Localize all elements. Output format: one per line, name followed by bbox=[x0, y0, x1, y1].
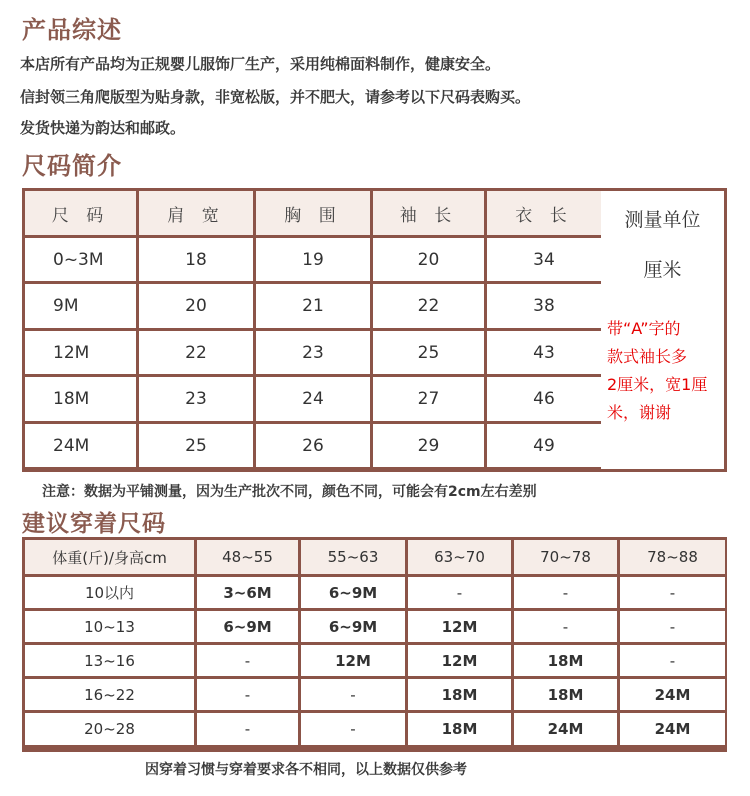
weight-label-cell: 16~22 bbox=[25, 679, 194, 710]
unit-title: 测量单位 bbox=[624, 209, 701, 231]
size-value-cell: 22 bbox=[139, 331, 253, 374]
size-intro-title: 尺码简介 bbox=[22, 152, 122, 180]
recommend-size-cell: 18M bbox=[408, 679, 511, 710]
unit-value: 厘米 bbox=[643, 259, 682, 281]
overview-title: 产品综述 bbox=[22, 16, 122, 44]
size-label-cell: 18M bbox=[25, 377, 136, 421]
recommend-size-cell: 6~9M bbox=[301, 577, 405, 608]
sleeve-note-line: 2厘米，宽1厘 bbox=[607, 375, 708, 394]
recommend-size-cell: 3~6M bbox=[197, 577, 298, 608]
sleeve-note-line: 米，谢谢 bbox=[607, 403, 672, 422]
sleeve-note-line: 带“A”字的 bbox=[607, 319, 681, 338]
size-header-cell: 袖 长 bbox=[373, 191, 484, 235]
recommend-table-grid bbox=[25, 540, 725, 745]
recommend-size-cell: 6~9M bbox=[197, 611, 298, 642]
weight-label-cell: 20~28 bbox=[25, 713, 194, 745]
sleeve-note bbox=[607, 315, 717, 427]
recommend-header-cell: 体重(斤)/身高cm bbox=[25, 540, 194, 574]
recommend-header-cell: 70~78 bbox=[514, 540, 617, 574]
size-header-cell: 尺 码 bbox=[25, 191, 136, 235]
recommend-size-cell: - bbox=[620, 645, 725, 676]
recommend-size-cell: 24M bbox=[514, 713, 617, 745]
size-label-cell: 9M bbox=[25, 284, 136, 328]
size-header-cell: 胸 围 bbox=[256, 191, 370, 235]
size-value-cell: 43 bbox=[487, 331, 601, 374]
size-header-cell: 肩 宽 bbox=[139, 191, 253, 235]
weight-label-cell: 13~16 bbox=[25, 645, 194, 676]
recommend-size-cell: - bbox=[620, 577, 725, 608]
size-label-cell: 0~3M bbox=[25, 238, 136, 281]
size-table-grid bbox=[25, 191, 601, 467]
overview-line-1: 本店所有产品均为正规婴儿服饰厂生产，采用纯棉面料制作，健康安全。 bbox=[20, 55, 501, 73]
size-label-cell: 24M bbox=[25, 424, 136, 467]
size-value-cell: 34 bbox=[487, 238, 601, 281]
recommend-header-cell: 48~55 bbox=[197, 540, 298, 574]
recommend-title: 建议穿着尺码 bbox=[22, 511, 166, 537]
size-value-cell: 21 bbox=[256, 284, 370, 328]
recommend-size-cell: 12M bbox=[301, 645, 405, 676]
size-value-cell: 29 bbox=[373, 424, 484, 467]
weight-label-cell: 10~13 bbox=[25, 611, 194, 642]
recommend-size-cell: - bbox=[197, 713, 298, 745]
recommend-size-cell: 18M bbox=[514, 645, 617, 676]
size-label-cell: 12M bbox=[25, 331, 136, 374]
recommend-table bbox=[22, 537, 727, 752]
size-value-cell: 18 bbox=[139, 238, 253, 281]
size-value-cell: 20 bbox=[139, 284, 253, 328]
recommend-size-cell: 18M bbox=[514, 679, 617, 710]
recommend-size-cell: - bbox=[301, 713, 405, 745]
size-value-cell: 46 bbox=[487, 377, 601, 421]
recommend-size-cell: 18M bbox=[408, 713, 511, 745]
recommend-size-cell: - bbox=[301, 679, 405, 710]
recommend-size-cell: 12M bbox=[408, 645, 511, 676]
recommend-header-cell: 55~63 bbox=[301, 540, 405, 574]
recommend-size-cell: 12M bbox=[408, 611, 511, 642]
recommend-header-cell: 78~88 bbox=[620, 540, 725, 574]
overview-line-3: 发货快递为韵达和邮政。 bbox=[20, 119, 186, 137]
overview-line-2: 信封领三角爬版型为贴身款，非宽松版，并不肥大，请参考以下尺码表购买。 bbox=[20, 88, 531, 106]
recommend-header-cell: 63~70 bbox=[408, 540, 511, 574]
weight-label-cell: 10以内 bbox=[25, 577, 194, 608]
size-header-cell: 衣 长 bbox=[487, 191, 601, 235]
size-value-cell: 20 bbox=[373, 238, 484, 281]
size-value-cell: 25 bbox=[139, 424, 253, 467]
recommend-size-cell: - bbox=[408, 577, 511, 608]
recommend-size-cell: 6~9M bbox=[301, 611, 405, 642]
recommend-note: 因穿着习惯与穿着要求各不相同，以上数据仅供参考 bbox=[145, 762, 467, 778]
size-value-cell: 19 bbox=[256, 238, 370, 281]
size-value-cell: 26 bbox=[256, 424, 370, 467]
size-value-cell: 49 bbox=[487, 424, 601, 467]
unit-panel bbox=[601, 191, 724, 469]
recommend-size-cell: 24M bbox=[620, 679, 725, 710]
recommend-size-cell: - bbox=[620, 611, 725, 642]
size-value-cell: 38 bbox=[487, 284, 601, 328]
sleeve-note-line: 款式袖长多 bbox=[607, 347, 688, 366]
size-value-cell: 27 bbox=[373, 377, 484, 421]
size-value-cell: 25 bbox=[373, 331, 484, 374]
recommend-size-cell: - bbox=[514, 577, 617, 608]
size-value-cell: 23 bbox=[139, 377, 253, 421]
recommend-size-cell: - bbox=[197, 679, 298, 710]
recommend-size-cell: 24M bbox=[620, 713, 725, 745]
size-table bbox=[22, 188, 727, 472]
size-value-cell: 22 bbox=[373, 284, 484, 328]
size-value-cell: 24 bbox=[256, 377, 370, 421]
size-value-cell: 23 bbox=[256, 331, 370, 374]
recommend-size-cell: - bbox=[514, 611, 617, 642]
recommend-size-cell: - bbox=[197, 645, 298, 676]
measurement-note: 注意：数据为平铺测量，因为生产批次不同，颜色不同，可能会有2cm左右差别 bbox=[42, 484, 537, 500]
